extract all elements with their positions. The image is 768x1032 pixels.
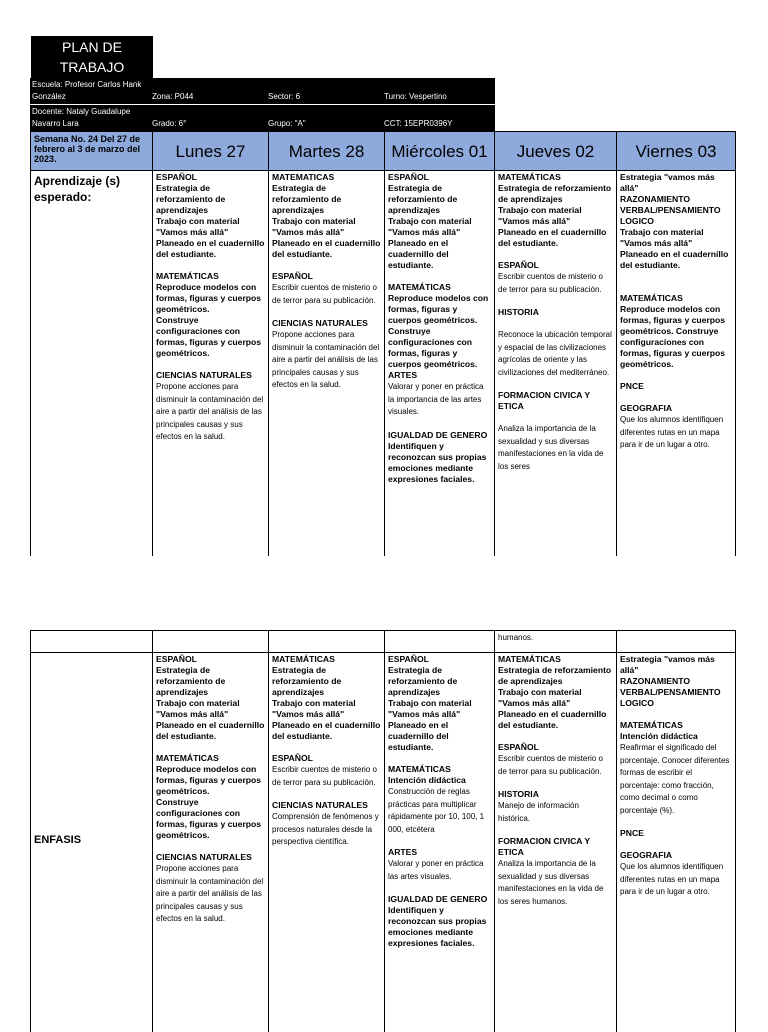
cell-heading: CIENCIAS NATURALES: [156, 852, 252, 862]
day-header-viernes: Viernes 03: [616, 131, 736, 171]
cell-description: Construcción de reglas prácticas para multiplicar rápidamente por 10, 100, 1 000, etcétera: [388, 787, 485, 834]
cell-heading: MATEMÁTICAS: [156, 753, 219, 763]
cell-description: Analiza la importancia de la sexualidad y sus diversas manifestaciones en la vida de los seres humanos.: [498, 859, 604, 906]
spacer: [498, 412, 613, 423]
spacer: [498, 249, 613, 260]
cell-heading: RAZONAMIENTO VERBAL/PENSAMIENTO LOGICO: [620, 194, 721, 226]
spacer: [272, 742, 381, 753]
spacer: [620, 282, 732, 293]
cell-heading: ARTES: [388, 847, 418, 857]
spacer: [388, 419, 491, 430]
sector-field: Sector: 6: [266, 78, 382, 104]
cell-heading: CIENCIAS NATURALES: [272, 318, 368, 328]
cell-heading: ESPAÑOL: [498, 742, 539, 752]
cell-heading: Intención didáctica: [620, 731, 698, 741]
zona-field: Zona: P044: [150, 78, 266, 104]
cell-heading: MATEMÁTICAS: [498, 654, 561, 664]
cell-description: Analiza la importancia de la sexualidad y sus diversas manifestaciones en la vida de los seres: [498, 424, 604, 471]
grado-field: Grado: 6°: [150, 105, 266, 131]
continuation-jueves: [494, 630, 617, 653]
cell-heading: IGUALDAD DE GENERO: [388, 894, 488, 904]
cell-heading: Estrategia de reforzamiento de aprendizajes: [272, 665, 342, 697]
cell-heading: ESPAÑOL: [156, 172, 197, 182]
cell-heading: ESPAÑOL: [388, 172, 429, 182]
cell-heading: MATEMATICAS: [272, 172, 335, 182]
cell-description: Propone acciones para disminuir la contaminación del aire a partir del análisis de las principales causas y sus efectos en la salud.: [156, 382, 264, 441]
day-header-lunes: Lunes 27: [152, 131, 269, 171]
spacer: [272, 260, 381, 271]
cell-heading: CIENCIAS NATURALES: [156, 370, 252, 380]
spacer: [620, 271, 732, 282]
day-header-miercoles: Miércoles 01: [384, 131, 495, 171]
cell-description: Reafirmar el significado del porcentaje. Conocer diferentes formas de escribir el porcentaje: como fracción, como decimal o como porcentaje (%).: [620, 743, 730, 815]
enfasis-martes: [268, 652, 385, 1032]
spacer: [620, 370, 732, 381]
cell-heading: GEOGRAFIA: [620, 403, 673, 413]
cell-heading: Construye configuraciones con formas, figuras y cuerpos geométricos.: [156, 797, 262, 840]
cell-heading: MATEMÁTICAS: [620, 720, 683, 730]
aprendizaje-martes: [268, 170, 385, 556]
docente-field: Docente: Nataly Guadalupe Navarro Lara: [30, 105, 150, 131]
cell-heading: Trabajo con material "Vamos más allá": [156, 216, 240, 237]
spacer: [156, 359, 265, 370]
aprendizaje-viernes: [616, 170, 736, 556]
enfasis-jueves: [494, 652, 617, 1032]
cell-heading: Trabajo con material "Vamos más allá": [272, 698, 356, 719]
spacer: [620, 839, 732, 850]
cell-heading: Trabajo con material "Vamos más allá": [498, 205, 582, 226]
cell-heading: Reproduce modelos con formas, figuras y cuerpos geométricos.: [388, 293, 489, 325]
continuation-label: [30, 630, 153, 653]
cell-heading: Estrategia de reforzamiento de aprendizajes: [156, 665, 226, 697]
cell-heading: Identifiquen y reconozcan sus propias emociones mediante expresiones faciales.: [388, 440, 487, 484]
cell-heading: ESPAÑOL: [388, 654, 429, 664]
spacer: [156, 260, 265, 271]
cell-heading: FORMACION CIVICA Y ETICA: [498, 836, 590, 857]
cell-heading: Reproduce modelos con formas, figuras y cuerpos geométricos.: [156, 282, 262, 314]
week-label: Semana No. 24 Del 27 de febrero al 3 de marzo del 2023.: [30, 131, 153, 171]
cell-description: Comprensión de fenómenos y procesos naturales desde la perspectiva científica.: [272, 812, 379, 846]
cell-heading: Reproduce modelos con formas, figuras y cuerpos geométricos.: [156, 764, 262, 796]
cell-heading: Estrategia "vamos más allá": [620, 172, 715, 193]
grupo-field: Grupo: "A": [266, 105, 382, 131]
spacer: [620, 709, 732, 720]
spacer: [388, 753, 491, 764]
cell-heading: ESPAÑOL: [498, 260, 539, 270]
cell-heading: Estrategia de reforzamiento de aprendizajes: [498, 183, 612, 204]
cell-description: Valorar y poner en práctica la importancia de las artes visuales.: [388, 382, 484, 416]
cell-heading: Identifiquen y reconozcan sus propias emociones mediante expresiones faciales.: [388, 905, 487, 948]
enfasis-lunes: [152, 652, 269, 1032]
continuation-miercoles: [384, 630, 495, 653]
cell-description: Que los alumnos identifiquen diferentes rutas en un mapa para ir de un lugar a otro.: [620, 415, 724, 449]
spacer: [498, 296, 613, 307]
aprendizaje-lunes: [152, 170, 269, 556]
row-label-enfasis-cell: [30, 652, 153, 1032]
cell-heading: MATEMÁTICAS: [620, 293, 683, 303]
spacer: [272, 789, 381, 800]
cell-description: Que los alumnos identifiquen diferentes rutas en un mapa para ir de un lugar a otro.: [620, 862, 724, 896]
escuela-field: Escuela: Profesor Carlos Hank González: [30, 78, 150, 104]
cell-heading: MATEMÁTICAS: [388, 764, 451, 774]
cell-heading: Trabajo con material "Vamos más allá": [388, 698, 472, 719]
continuation-text: humanos.: [498, 633, 534, 642]
cell-description: Escribir cuentos de misterio o de terror para su publicación.: [272, 765, 377, 787]
aprendizaje-miercoles: [384, 170, 495, 556]
cell-heading: Trabajo con material "Vamos más allá": [620, 227, 704, 248]
spacer: [498, 825, 613, 836]
cell-description: Propone acciones para disminuir la contaminación del aire a partir del análisis de las principales causas y sus efectos en la salud.: [272, 330, 380, 389]
enfasis-viernes: [616, 652, 736, 1032]
cell-heading: Planeado en el cuadernillo del estudiante.: [156, 238, 265, 259]
day-header-jueves: Jueves 02: [494, 131, 617, 171]
cell-heading: IGUALDAD DE GENERO: [388, 429, 488, 440]
spacer: [498, 379, 613, 390]
cell-heading: Reproduce modelos con formas, figuras y cuerpos geométricos. Construye configuraciones con formas, figuras y cuerpos geométricos.: [620, 304, 726, 369]
cell-heading: Planeado en el cuadernillo del estudiante.: [620, 249, 729, 270]
cell-heading: Planeado en el cuadernillo del estudiante.: [272, 238, 381, 259]
spacer: [498, 731, 613, 742]
aprendizaje-jueves: [494, 170, 617, 556]
cell-heading: Trabajo con material "Vamos más allá": [156, 698, 240, 719]
cell-description: Reconoce la ubicación temporal y espacial de las civilizaciones agrícolas de oriente y las civilizaciones del mediterráneo.: [498, 330, 612, 377]
cell-description: Manejo de información histórica.: [498, 801, 579, 823]
cell-heading: Planeado en el cuadernillo del estudiante.: [156, 720, 265, 741]
cell-heading: Estrategia de reforzamiento de aprendizajes: [156, 183, 226, 215]
continuation-viernes: [616, 630, 736, 653]
cell-heading: ESPAÑOL: [272, 753, 313, 763]
cell-heading: Estrategia de reforzamiento de aprendizajes: [498, 665, 612, 686]
cell-heading: MATEMÁTICAS: [156, 271, 219, 281]
cell-description: Escribir cuentos de misterio o de terror para su publicación.: [498, 272, 603, 294]
spacer: [388, 271, 491, 282]
cell-heading: Trabajo con material "Vamos más allá": [388, 216, 472, 237]
cell-description: Escribir cuentos de misterio o de terror para su publicación.: [272, 283, 377, 305]
cell-description: Escribir cuentos de misterio o de terror para su publicación.: [498, 754, 603, 776]
cct-field: CCT: 15EPR0396Y: [382, 105, 495, 131]
cell-heading: Estrategia "vamos más allá": [620, 654, 715, 675]
cell-heading: Estrategia de reforzamiento de aprendizajes: [388, 665, 458, 697]
cell-heading: Estrategia de reforzamiento de aprendizajes: [272, 183, 342, 215]
enfasis-miercoles: [384, 652, 495, 1032]
cell-heading: MATEMÁTICAS: [498, 172, 561, 182]
day-header-martes: Martes 28: [268, 131, 385, 171]
cell-heading: Estrategia de reforzamiento de aprendizajes: [388, 183, 458, 215]
cell-heading: GEOGRAFIA: [620, 850, 673, 860]
spacer: [620, 392, 732, 403]
cell-heading: Trabajo con material "Vamos más allá": [498, 687, 582, 708]
cell-heading: ARTES: [388, 370, 418, 380]
continuation-martes: [268, 630, 385, 653]
cell-heading: Intención didáctica: [388, 775, 466, 785]
cell-heading: Construye configuraciones con formas, figuras y cuerpos geométricos.: [156, 315, 262, 358]
row-label-enfasis: ENFASIS: [34, 834, 82, 846]
spacer: [498, 778, 613, 789]
cell-heading: CIENCIAS NATURALES: [272, 800, 368, 810]
turno-field: Turno: Vespertino: [382, 78, 495, 104]
spacer: [388, 836, 491, 847]
cell-heading: Planeado en el cuadernillo del estudiante.: [498, 227, 607, 248]
cell-heading: ESPAÑOL: [272, 271, 313, 281]
cell-heading: HISTORIA: [498, 789, 539, 799]
cell-heading: PNCE: [620, 828, 644, 838]
plan-title: PLAN DE TRABAJO: [31, 36, 153, 78]
cell-heading: PNCE: [620, 381, 644, 391]
cell-heading: Construye configuraciones con formas, figuras y cuerpos geométricos.: [388, 326, 478, 369]
cell-heading: Planeado en el cuadernillo del estudiante.: [388, 720, 449, 752]
cell-heading: ESPAÑOL: [156, 654, 197, 664]
cell-heading: Planeado en el cuadernillo del estudiante.: [498, 709, 607, 730]
spacer: [156, 742, 265, 753]
cell-description: Propone acciones para disminuir la contaminación del aire a partir del análisis de las principales causas y sus efectos en la salud.: [156, 864, 264, 923]
spacer: [156, 841, 265, 852]
cell-description: Valorar y poner en práctica las artes visuales.: [388, 859, 484, 881]
cell-heading: HISTORIA: [498, 307, 539, 317]
spacer: [620, 817, 732, 828]
spacer: [388, 883, 491, 894]
spacer: [498, 318, 613, 329]
cell-heading: MATEMÁTICAS: [272, 654, 335, 664]
cell-heading: FORMACION CIVICA Y ETICA: [498, 390, 590, 411]
row-label-aprendizaje: Aprendizaje (s) esperado:: [30, 170, 153, 556]
cell-heading: Planeado en el cuadernillo del estudiante.: [272, 720, 381, 741]
cell-heading: Trabajo con material "Vamos más allá": [272, 216, 356, 237]
spacer: [272, 307, 381, 318]
cell-heading: RAZONAMIENTO VERBAL/PENSAMIENTO LOGICO: [620, 676, 721, 708]
cell-heading: Planeado en el cuadernillo del estudiante.: [388, 238, 449, 270]
continuation-lunes: [152, 630, 269, 653]
cell-heading: MATEMÁTICAS: [388, 282, 451, 292]
